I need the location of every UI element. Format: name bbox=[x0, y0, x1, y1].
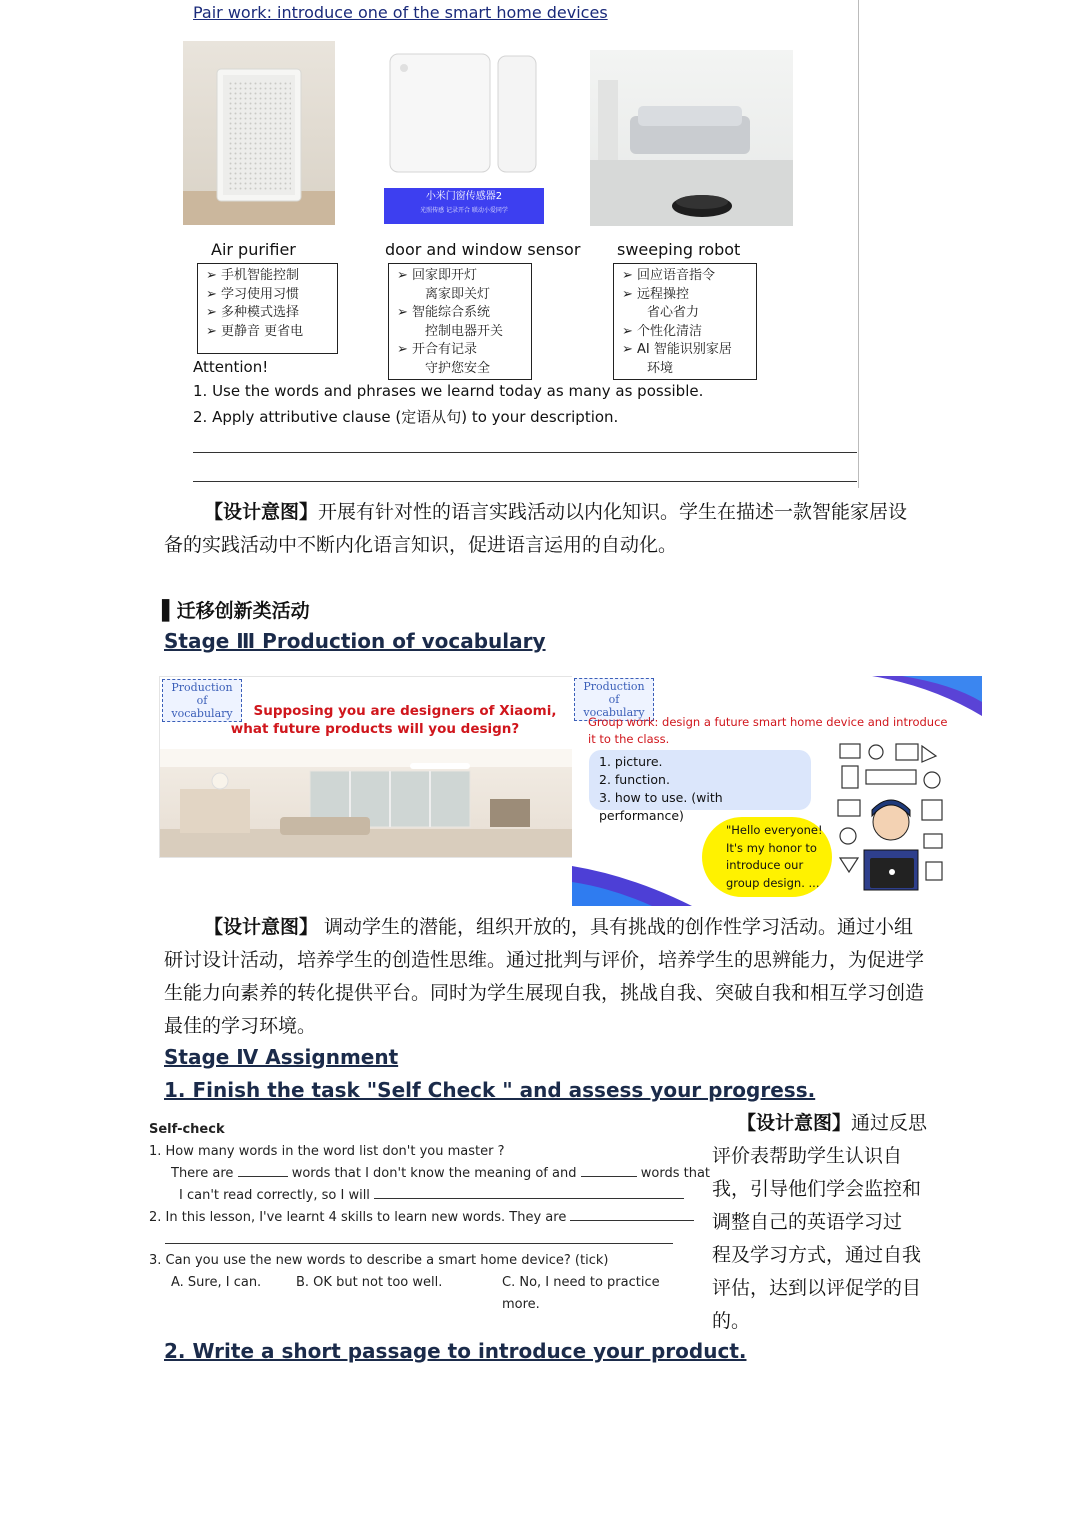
feature-item: ➢ AI 智能识别家居 bbox=[622, 342, 732, 357]
design-intent-label: 【设计意图】 bbox=[736, 1112, 851, 1134]
device-label-robot: sweeping robot bbox=[617, 240, 741, 259]
self-check-text: There are bbox=[171, 1166, 234, 1181]
self-check-q1-line-b bbox=[179, 1185, 684, 1207]
device-label-sensor: door and window sensor bbox=[385, 240, 581, 259]
self-check-q1-line-a bbox=[171, 1163, 710, 1185]
door-window-sensor-photo bbox=[380, 50, 550, 228]
speech-line: It's my honor to bbox=[726, 840, 817, 855]
design-intent-label: 【设计意图】 bbox=[204, 501, 319, 523]
design-intent-line: 的。 bbox=[712, 1310, 751, 1332]
self-check-text: words that I don't know the meaning of and bbox=[291, 1166, 577, 1181]
slide-group-work bbox=[572, 676, 982, 906]
speech-bubble bbox=[702, 817, 832, 897]
self-check-text: 2. In this lesson, I've learnt 4 skills to learn new words. They are bbox=[149, 1210, 567, 1225]
design-intent-line: 程及学习方式，通过自我 bbox=[712, 1244, 922, 1266]
design-intent-line: 评估，达到以评促学的目 bbox=[712, 1277, 922, 1299]
device-label-air-purifier: Air purifier bbox=[211, 240, 296, 259]
self-check-text: words that bbox=[640, 1166, 711, 1181]
design-intent-label: 【设计意图】 bbox=[204, 916, 319, 938]
feature-item: ➢ 开合有记录 bbox=[397, 342, 478, 357]
self-check-question-2 bbox=[149, 1207, 694, 1229]
slide-tag: Production of vocabulary bbox=[574, 678, 654, 721]
design-intent-line: 我，引导他们学会监控和 bbox=[712, 1178, 922, 1200]
writing-line-1 bbox=[193, 452, 857, 453]
requirement-item: 3. how to use. (with performance) bbox=[599, 790, 723, 823]
attention-item-1: 1. Use the words and phrases we learnd today as many as possible. bbox=[193, 382, 704, 400]
robot-room-image bbox=[590, 50, 793, 226]
self-check-title: Self-check bbox=[149, 1122, 225, 1137]
pair-work-worksheet bbox=[160, 0, 859, 488]
feature-item: ➢ 更静音 更省电 bbox=[206, 323, 304, 339]
design-intent-line: 调整自己的英语学习过 bbox=[712, 1211, 903, 1233]
features-sensor bbox=[388, 263, 532, 380]
air-purifier-photo bbox=[183, 41, 335, 225]
sensor-banner-subtitle: 光照传感 记录开合 联动小爱同学 bbox=[420, 207, 508, 214]
section-heading: ▌迁移创新类活动 bbox=[162, 600, 310, 622]
self-check-question-3: 3. Can you use the new words to describe a smart home device? (tick) bbox=[149, 1253, 609, 1268]
self-check-text: I can't read correctly, so I will bbox=[179, 1188, 370, 1203]
design-intent-line: 评价表帮助学生认识自 bbox=[712, 1145, 903, 1167]
design-intent-2 bbox=[164, 911, 924, 1043]
speech-line: group design. ... bbox=[726, 875, 820, 890]
blank-line[interactable] bbox=[165, 1243, 673, 1244]
group-work-task-line-2: it to the class. bbox=[588, 732, 670, 746]
slide-question-line-1: Supposing you are designers of Xiaomi, bbox=[253, 703, 557, 719]
assignment-task-1: 1. Finish the task "Self Check " and assess your progress. bbox=[164, 1078, 816, 1102]
self-check-form bbox=[149, 1119, 711, 1312]
design-intent-line: 通过反思 bbox=[850, 1112, 927, 1134]
features-robot bbox=[613, 263, 757, 380]
slide-tag: Production of vocabulary bbox=[162, 679, 242, 722]
writing-line-2 bbox=[193, 481, 857, 482]
worksheet-title: Pair work: introduce one of the smart home devices bbox=[193, 3, 608, 22]
group-work-task-line-1: Group work: design a future smart home device and introduce bbox=[588, 715, 948, 729]
speech-line: "Hello everyone! bbox=[726, 823, 823, 837]
decor-wave-bottom bbox=[572, 856, 722, 906]
slide-production-question bbox=[159, 676, 573, 858]
attention-item-2: 2. Apply attributive clause (定语从句) to your description. bbox=[193, 408, 619, 426]
assignment-task-2: 2. Write a short passage to introduce your product. bbox=[164, 1339, 747, 1363]
feature-item: 环境 bbox=[647, 360, 674, 376]
requirement-item: 2. function. bbox=[599, 772, 670, 787]
feature-item: ➢ 回应语音指令 bbox=[622, 268, 716, 283]
features-air-purifier bbox=[197, 263, 338, 354]
option-a[interactable]: A. Sure, I can. bbox=[171, 1275, 262, 1290]
feature-item: ➢ 手机智能控制 bbox=[206, 268, 300, 283]
blank-field[interactable] bbox=[374, 1185, 684, 1199]
option-b[interactable]: B. OK but not too well. bbox=[296, 1275, 443, 1290]
speech-line: introduce our bbox=[726, 858, 804, 872]
sensor-banner bbox=[384, 188, 544, 224]
design-intent-1 bbox=[164, 496, 924, 562]
feature-item: 守护您安全 bbox=[425, 360, 491, 376]
feature-item: ➢ 回家即开灯 bbox=[397, 268, 478, 283]
feature-item: ➢ 个性化清洁 bbox=[622, 323, 703, 339]
stage-3-title: Stage Ⅲ Production of vocabulary bbox=[164, 629, 546, 653]
feature-item: ➢ 智能综合系统 bbox=[397, 305, 491, 320]
stage-4-title: Stage Ⅳ Assignment bbox=[164, 1045, 399, 1069]
option-c[interactable]: C. No, I need to practice more. bbox=[502, 1275, 660, 1312]
air-purifier-image bbox=[183, 41, 335, 225]
sensor-banner-title: 小米门窗传感器2 bbox=[425, 191, 503, 202]
attention-title: Attention! bbox=[193, 358, 269, 376]
blank-field[interactable] bbox=[581, 1163, 637, 1177]
feature-item: ➢ 远程操控 bbox=[622, 286, 690, 302]
design-intent-text: 调动学生的潜能，组织开放的，具有挑战的创作性学习活动。通过小组研讨设计活动，培养学生的创造性思维。通过批判与评价，培养学生的思辨能力，为促进学生能力向素养的转化提供平台。同时为学生展现自我，挑战自我、突破自我和相互学习创造最佳的学习环境。 bbox=[164, 916, 925, 1037]
slide-question-line-2: what future products will you design? bbox=[230, 721, 520, 737]
sweeping-robot-photo bbox=[590, 50, 793, 226]
feature-item: 离家即关灯 bbox=[425, 286, 491, 302]
student-laptop-illustration bbox=[836, 740, 946, 900]
feature-item: 省心省力 bbox=[647, 305, 700, 320]
design-intent-text: 开展有针对性的语言实践活动以内化知识。学生在描述一款智能家居设备的实践活动中不断内化语言知识，促进语言运用的自动化。 bbox=[164, 501, 908, 556]
requirement-item: 1. picture. bbox=[599, 754, 663, 769]
feature-item: ➢ 学习使用习惯 bbox=[206, 286, 300, 302]
feature-item: 控制电器开关 bbox=[425, 323, 504, 339]
living-room-image bbox=[160, 749, 572, 857]
self-check-question-1: 1. How many words in the word list don't you master ? bbox=[149, 1144, 505, 1159]
blank-field[interactable] bbox=[570, 1207, 694, 1221]
design-intent-3 bbox=[712, 1107, 927, 1338]
blank-field[interactable] bbox=[238, 1163, 288, 1177]
feature-item: ➢ 多种模式选择 bbox=[206, 305, 300, 320]
requirements-bubble bbox=[589, 750, 811, 823]
